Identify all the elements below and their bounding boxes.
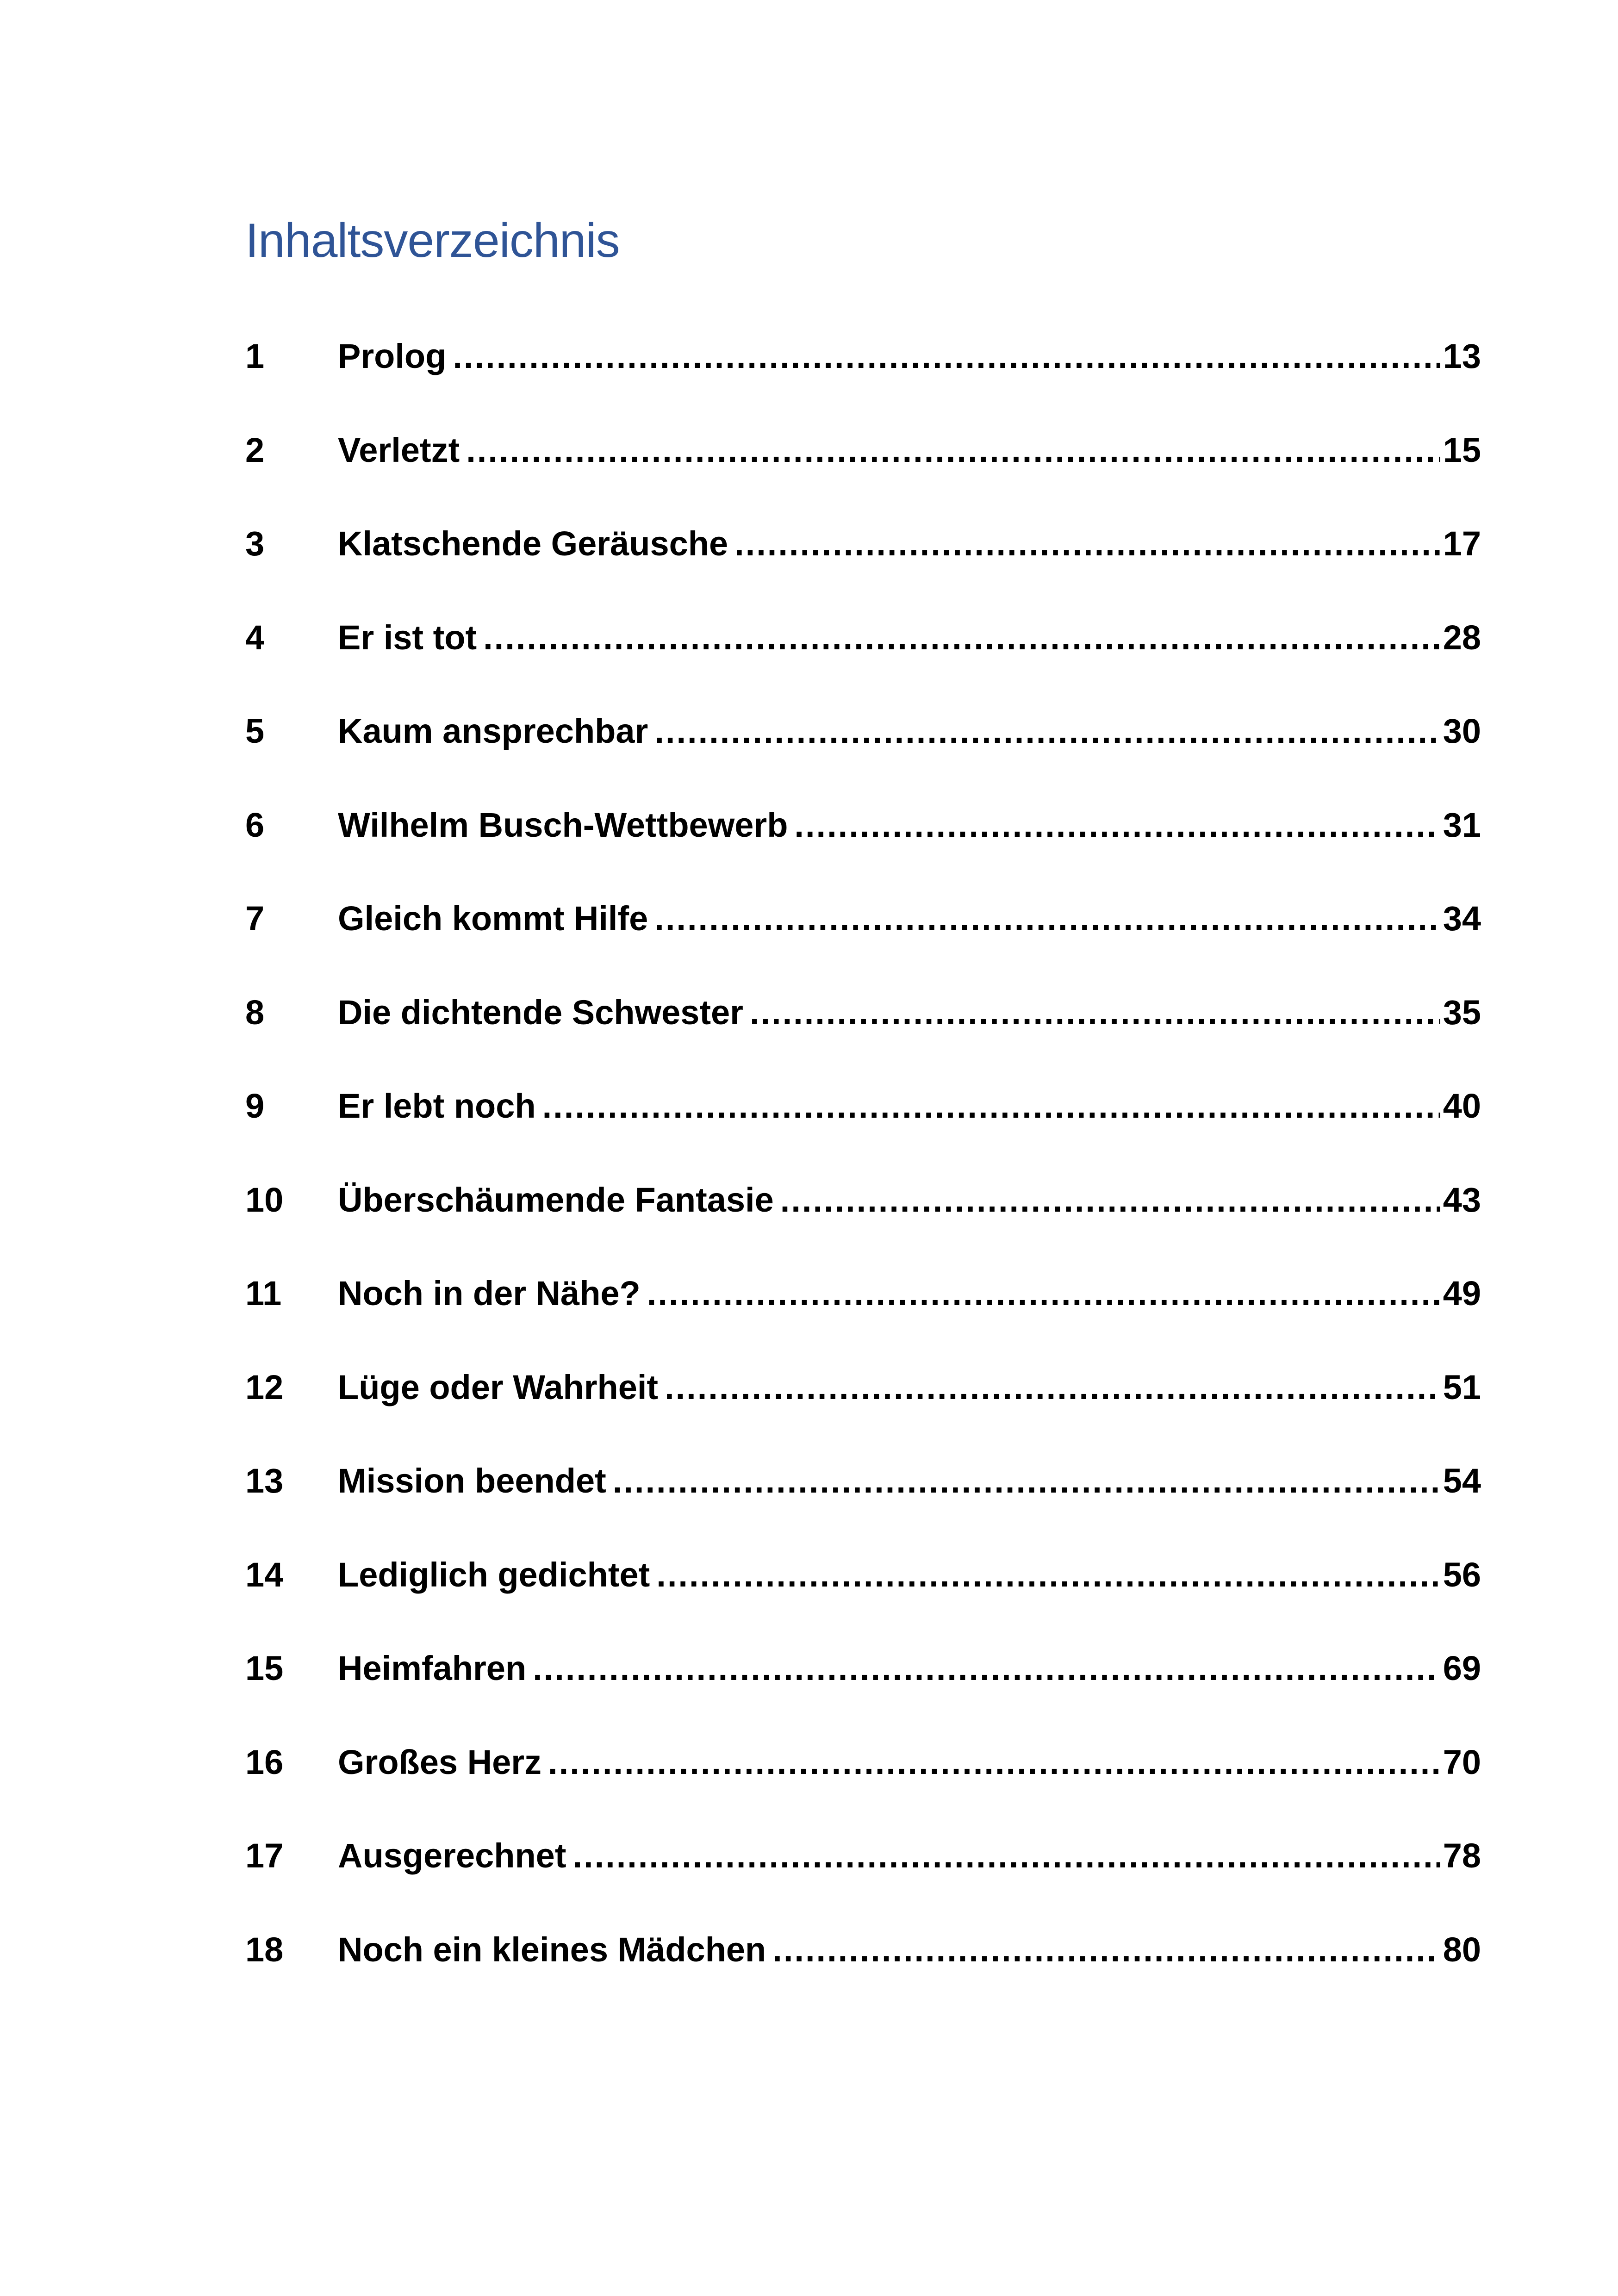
toc-entry-number: 4 <box>245 618 265 657</box>
toc-entry-page: 31 <box>1443 805 1481 844</box>
toc-entry-title: Prolog <box>338 337 447 375</box>
toc-entry[interactable] <box>245 1081 1481 1175</box>
toc-entry-title: Klatschende Geräusche <box>338 524 728 563</box>
toc-dot-leader <box>665 1362 1440 1413</box>
toc-dot-leader <box>654 893 1440 944</box>
toc-entry[interactable] <box>245 1737 1481 1831</box>
toc-entry-title: Lediglich gedichtet <box>338 1555 650 1594</box>
toc-dot-leader <box>656 1549 1440 1600</box>
toc-entry[interactable] <box>245 1549 1481 1643</box>
toc-entry-number: 5 <box>245 712 265 750</box>
toc-dot-leader <box>573 1830 1440 1881</box>
toc-entry[interactable] <box>245 987 1481 1081</box>
toc-entry-number: 7 <box>245 899 265 938</box>
toc-entry-page: 51 <box>1443 1368 1481 1406</box>
toc-entry-page: 17 <box>1443 524 1481 563</box>
toc-entry-title: Ausgerechnet <box>338 1836 566 1875</box>
toc-entry-page: 70 <box>1443 1742 1481 1781</box>
toc-entry-page: 40 <box>1443 1087 1481 1125</box>
toc-entry-title: Die dichtende Schwester <box>338 993 743 1032</box>
toc-entry-number: 3 <box>245 524 265 563</box>
toc-dot-leader <box>780 1175 1440 1226</box>
toc-entry-number: 15 <box>245 1649 284 1687</box>
toc-entry-number: 12 <box>245 1368 284 1406</box>
toc-entry[interactable] <box>245 1362 1481 1456</box>
toc-entry-title: Mission beendet <box>338 1462 606 1500</box>
toc-entry[interactable] <box>245 800 1481 894</box>
toc-entry-title: Heimfahren <box>338 1649 527 1687</box>
toc-dot-leader <box>734 518 1440 569</box>
toc-entry-page: 56 <box>1443 1555 1481 1594</box>
toc-entry[interactable] <box>245 1268 1481 1362</box>
toc-entry-number: 10 <box>245 1180 284 1219</box>
toc-entry-number: 14 <box>245 1555 284 1594</box>
toc-dot-leader <box>647 1268 1440 1319</box>
toc-entry-page: 35 <box>1443 993 1481 1032</box>
toc-entry-title: Noch in der Nähe? <box>338 1274 641 1313</box>
toc-entry-title: Lüge oder Wahrheit <box>338 1368 659 1406</box>
toc-entry-number: 11 <box>245 1274 282 1313</box>
toc-entry-title: Kaum ansprechbar <box>338 712 648 750</box>
toc-entry-page: 49 <box>1443 1274 1481 1313</box>
toc-entry-title: Gleich kommt Hilfe <box>338 899 648 938</box>
toc-entry[interactable] <box>245 518 1481 612</box>
toc-entry[interactable] <box>245 1924 1481 2018</box>
toc-entry-number: 2 <box>245 430 265 469</box>
toc-entry-number: 13 <box>245 1462 284 1500</box>
toc-entry[interactable] <box>245 1175 1481 1269</box>
toc-entry[interactable] <box>245 893 1481 987</box>
toc-entry-number: 16 <box>245 1742 284 1781</box>
toc-dot-leader <box>453 331 1440 382</box>
toc-entry-page: 43 <box>1443 1180 1481 1219</box>
toc-entry-title: Er ist tot <box>338 618 477 657</box>
toc-list <box>245 331 1481 2018</box>
toc-dot-leader <box>654 706 1440 757</box>
toc-entry-title: Wilhelm Busch-Wettbewerb <box>338 805 788 844</box>
toc-dot-leader <box>533 1643 1440 1694</box>
toc-entry-page: 80 <box>1443 1930 1481 1969</box>
toc-heading: Inhaltsverzeichnis <box>245 214 620 268</box>
toc-entry[interactable] <box>245 331 1481 425</box>
toc-entry-title: Großes Herz <box>338 1742 542 1781</box>
toc-entry-page: 13 <box>1443 337 1481 375</box>
toc-dot-leader <box>613 1456 1440 1506</box>
toc-entry-page: 34 <box>1443 899 1481 938</box>
toc-entry-page: 28 <box>1443 618 1481 657</box>
toc-entry-number: 1 <box>245 337 265 375</box>
toc-entry-number: 8 <box>245 993 265 1032</box>
toc-entry[interactable] <box>245 1456 1481 1549</box>
toc-entry-page: 78 <box>1443 1836 1481 1875</box>
toc-entry-page: 15 <box>1443 430 1481 469</box>
toc-entry-number: 18 <box>245 1930 284 1969</box>
toc-entry-number: 9 <box>245 1087 265 1125</box>
toc-entry[interactable] <box>245 1830 1481 1924</box>
toc-dot-leader <box>548 1737 1440 1788</box>
toc-entry-title: Er lebt noch <box>338 1087 536 1125</box>
toc-entry-number: 17 <box>245 1836 284 1875</box>
toc-dot-leader <box>750 987 1440 1038</box>
toc-entry[interactable] <box>245 612 1481 706</box>
toc-dot-leader <box>483 612 1440 663</box>
toc-entry-page: 30 <box>1443 712 1481 750</box>
toc-entry[interactable] <box>245 1643 1481 1737</box>
toc-entry-page: 54 <box>1443 1462 1481 1500</box>
toc-entry-title: Noch ein kleines Mädchen <box>338 1930 766 1969</box>
toc-dot-leader <box>794 800 1440 851</box>
toc-entry[interactable] <box>245 425 1481 519</box>
toc-dot-leader <box>466 425 1440 476</box>
toc-entry[interactable] <box>245 706 1481 800</box>
toc-entry-number: 6 <box>245 805 265 844</box>
toc-entry-page: 69 <box>1443 1649 1481 1687</box>
toc-dot-leader <box>772 1924 1440 1975</box>
toc-entry-title: Verletzt <box>338 430 460 469</box>
toc-entry-title: Überschäumende Fantasie <box>338 1180 774 1219</box>
toc-dot-leader <box>542 1081 1440 1132</box>
